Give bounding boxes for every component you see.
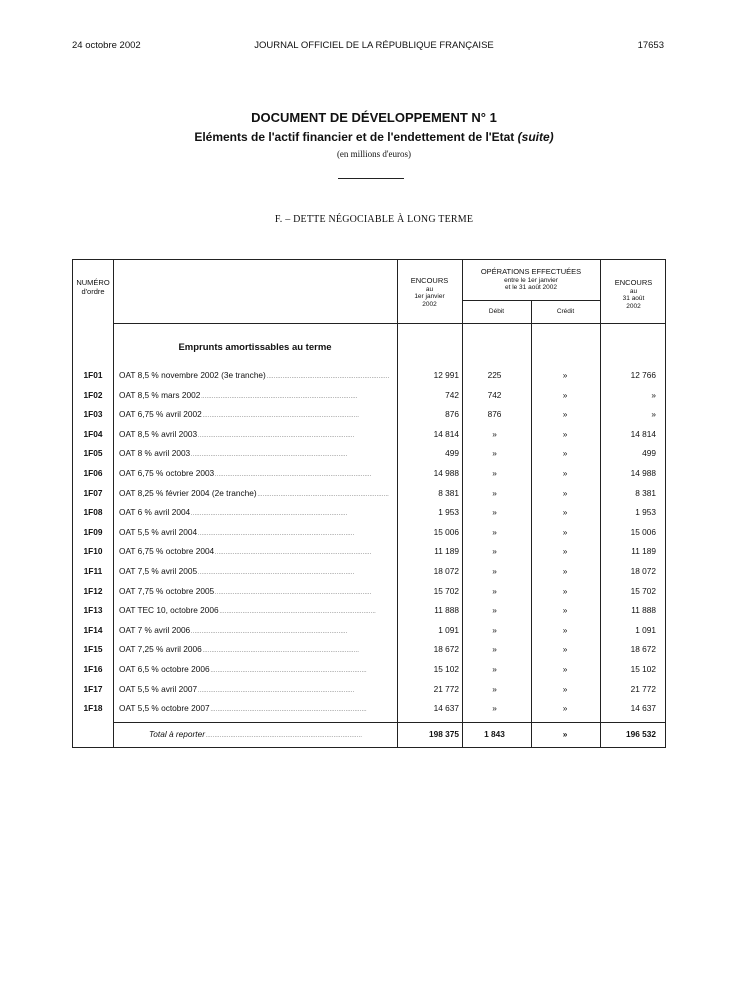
- row-label: OAT 8,5 % novembre 2002 (3e tranche) . . .: [119, 368, 389, 384]
- row-debit: »: [492, 566, 497, 576]
- row-credit: »: [562, 605, 568, 616]
- col-operations-l2: entre le 1er janvier: [504, 276, 558, 284]
- row-code: 1F11: [83, 566, 103, 576]
- subtitle-suffix: (suite): [517, 130, 554, 144]
- row-label: OAT 8,25 % février 2004 (2e tranche) . . .: [119, 486, 389, 502]
- row-encours-end: 15 006: [630, 526, 656, 537]
- row-encours-start: 14 814: [433, 428, 459, 439]
- total-rule: [113, 722, 665, 723]
- row-code: 1F10: [83, 546, 103, 557]
- row-encours-end: 21 772: [630, 683, 656, 694]
- total-credit: »: [562, 729, 568, 739]
- row-code: 1F09: [83, 526, 103, 537]
- row-credit: »: [562, 546, 568, 557]
- col-encours-start-l2: au: [425, 285, 434, 293]
- row-debit: 876: [487, 409, 502, 420]
- table-row: [73, 446, 667, 460]
- row-encours-end: 15 102: [630, 664, 656, 674]
- row-encours-start: 15 702: [433, 585, 459, 596]
- row-label: OAT 5,5 % octobre 2007 . . .: [119, 701, 389, 717]
- row-code: 1F14: [83, 624, 103, 635]
- separator-rule: [338, 178, 404, 179]
- row-credit: »: [562, 448, 568, 459]
- row-credit: »: [562, 370, 568, 380]
- row-credit: »: [562, 703, 568, 714]
- row-label: OAT TEC 10, octobre 2006 . . .: [119, 603, 389, 619]
- row-encours-start: 15 102: [433, 664, 459, 674]
- col-encours-start-header: [397, 277, 462, 308]
- table-row: [73, 466, 667, 480]
- debt-table: [72, 259, 666, 748]
- row-debit: »: [492, 703, 497, 714]
- col-encours-start-l1: ENCOURS: [410, 276, 449, 285]
- row-encours-start: 876: [445, 409, 459, 420]
- row-encours-start: 11 888: [434, 605, 459, 616]
- row-debit: 742: [487, 389, 502, 400]
- row-encours-start: 14 637: [433, 703, 459, 714]
- col-numero-l1: NUMÉRO: [76, 278, 110, 287]
- col-credit-header: Crédit: [556, 308, 575, 315]
- document-subtitle: [0, 130, 748, 144]
- total-encours-end: 196 532: [626, 729, 656, 739]
- row-encours-start: 12 991: [433, 370, 459, 380]
- row-debit: »: [492, 624, 497, 635]
- row-encours-end: 11 189: [631, 546, 656, 557]
- table-row: [73, 368, 667, 382]
- row-encours-start: 8 381: [438, 487, 459, 498]
- row-debit: »: [492, 526, 497, 537]
- table-row: [73, 603, 667, 617]
- row-encours-start: 499: [445, 448, 459, 459]
- row-encours-end: 12 766: [630, 370, 656, 380]
- row-code: 1F13: [83, 605, 103, 616]
- row-encours-end: 1 091: [635, 624, 656, 635]
- row-label: OAT 5,5 % avril 2004 . . .: [119, 525, 389, 541]
- col-debit-header: Débit: [488, 308, 505, 315]
- col-numero-header: [73, 279, 113, 296]
- row-code: 1F04: [83, 428, 103, 439]
- header-journal-title: JOURNAL OFFICIEL DE LA RÉPUBLIQUE FRANÇAISE: [254, 40, 494, 51]
- table-row: [73, 662, 667, 676]
- row-encours-end: 14 814: [630, 428, 656, 439]
- col-encours-start-l4: 2002: [422, 300, 437, 308]
- row-credit: »: [562, 428, 568, 439]
- row-code: 1F17: [83, 683, 103, 694]
- row-credit: »: [562, 507, 568, 518]
- document-title: DOCUMENT DE DÉVELOPPEMENT N° 1: [251, 110, 497, 125]
- row-label: OAT 6 % avril 2004 . . .: [119, 505, 389, 521]
- section-title: F. – DETTE NÉGOCIABLE À LONG TERME: [274, 214, 474, 225]
- row-code: 1F07: [83, 487, 103, 498]
- row-encours-end: 18 672: [630, 644, 656, 655]
- row-label: OAT 6,75 % avril 2002 . . .: [119, 407, 389, 423]
- unit-note: (en millions d'euros): [336, 149, 412, 159]
- header-bottom-rule: [113, 323, 665, 324]
- row-credit: »: [562, 389, 568, 400]
- row-code: 1F06: [83, 468, 103, 478]
- row-encours-end: 11 888: [631, 605, 656, 616]
- row-label: OAT 7,75 % octobre 2005 . . .: [119, 584, 389, 600]
- table-row: [73, 407, 667, 421]
- row-label: OAT 8 % avril 2003 . . .: [119, 446, 389, 462]
- header-date: 24 octobre 2002: [72, 40, 141, 51]
- subtitle-text: Eléments de l'actif financier et de l'endettement de l'Etat: [194, 130, 515, 144]
- row-debit: »: [492, 546, 497, 557]
- row-label: OAT 8,5 % avril 2003 . . .: [119, 427, 389, 443]
- col-encours-end-l2: au: [629, 287, 638, 295]
- row-credit: »: [562, 664, 568, 674]
- col-encours-end-l1: ENCOURS: [614, 278, 653, 287]
- row-code: 1F15: [83, 644, 103, 655]
- table-row: [73, 427, 667, 441]
- total-debit: 1 843: [484, 729, 505, 739]
- row-credit: »: [562, 624, 568, 635]
- row-debit: 225: [487, 370, 502, 380]
- row-encours-start: 18 072: [433, 566, 459, 576]
- row-credit: »: [562, 644, 568, 655]
- col-operations-l3: et le 31 août 2002: [504, 284, 558, 291]
- row-label: OAT 6,5 % octobre 2006 . . .: [119, 662, 389, 678]
- row-encours-end: 15 702: [630, 585, 656, 596]
- row-debit: »: [492, 664, 497, 674]
- col-operations-header: [462, 268, 600, 292]
- row-debit: »: [492, 448, 497, 459]
- row-debit: »: [492, 644, 497, 655]
- row-code: 1F03: [83, 409, 103, 420]
- row-credit: »: [562, 409, 568, 420]
- row-debit: »: [492, 605, 497, 616]
- row-encours-start: 1 091: [438, 624, 459, 635]
- row-encours-end: 14 637: [630, 703, 656, 714]
- row-encours-start: 1 953: [438, 507, 459, 518]
- total-row: [73, 727, 667, 741]
- col-operations-l1: OPÉRATIONS EFFECTUÉES: [480, 267, 582, 276]
- total-label: Total à reporter . . .: [149, 727, 419, 743]
- row-encours-end: 8 381: [635, 487, 656, 498]
- row-debit: »: [492, 428, 497, 439]
- row-code: 1F08: [83, 507, 103, 518]
- table-row: [73, 642, 667, 656]
- row-credit: »: [562, 566, 568, 576]
- row-debit: »: [492, 683, 497, 694]
- total-encours-start: 198 375: [429, 729, 459, 739]
- row-code: 1F12: [83, 585, 103, 596]
- table-row: [73, 701, 667, 715]
- row-encours-end: 499: [642, 448, 656, 459]
- row-encours-end: 14 988: [630, 468, 656, 478]
- table-row: [73, 525, 667, 539]
- row-debit: »: [492, 507, 497, 518]
- table-row: [73, 486, 667, 500]
- row-encours-end: »: [651, 389, 656, 400]
- row-debit: »: [492, 487, 497, 498]
- col-numero-l2: d'ordre: [81, 286, 105, 296]
- col-encours-end-header: [600, 279, 667, 310]
- row-label: OAT 7 % avril 2006 . . .: [119, 623, 389, 639]
- row-label: OAT 5,5 % avril 2007 . . .: [119, 682, 389, 698]
- operations-sub-rule: [462, 300, 600, 301]
- row-label: OAT 7,5 % avril 2005 . . .: [119, 564, 389, 580]
- table-row: [73, 564, 667, 578]
- row-encours-start: 742: [445, 389, 459, 400]
- row-encours-start: 21 772: [433, 683, 459, 694]
- col-encours-end-l4: 2002: [626, 302, 641, 310]
- row-encours-end: »: [651, 409, 656, 420]
- table-row: [73, 505, 667, 519]
- row-debit: »: [492, 585, 497, 596]
- row-credit: »: [562, 683, 568, 694]
- row-label: OAT 8,5 % mars 2002 . . .: [119, 388, 389, 404]
- row-label: OAT 6,75 % octobre 2003 . . .: [119, 466, 389, 482]
- group-title: Emprunts amortissables au terme: [178, 342, 332, 353]
- row-credit: »: [562, 585, 568, 596]
- table-row: [73, 544, 667, 558]
- row-code: 1F02: [83, 389, 103, 400]
- row-encours-end: 18 072: [630, 566, 656, 576]
- row-credit: »: [562, 487, 568, 498]
- row-code: 1F16: [83, 664, 103, 674]
- row-encours-end: 1 953: [635, 507, 656, 518]
- col-encours-start-l3: 1er janvier: [414, 293, 445, 300]
- row-code: 1F05: [83, 448, 103, 459]
- row-encours-start: 18 672: [433, 644, 459, 655]
- row-debit: »: [492, 468, 497, 478]
- header-page-number: 17653: [637, 40, 664, 51]
- row-credit: »: [562, 526, 568, 537]
- col-encours-end-l3: 31 août: [622, 295, 645, 302]
- row-encours-start: 11 189: [434, 546, 459, 557]
- table-row: [73, 388, 667, 402]
- row-label: OAT 6,75 % octobre 2004 . . .: [119, 544, 389, 560]
- row-label: OAT 7,25 % avril 2006 . . .: [119, 642, 389, 658]
- row-encours-start: 14 988: [433, 468, 459, 478]
- table-row: [73, 682, 667, 696]
- table-row: [73, 584, 667, 598]
- table-row: [73, 623, 667, 637]
- row-credit: »: [562, 468, 568, 478]
- row-code: 1F18: [83, 703, 103, 714]
- row-code: 1F01: [83, 370, 103, 380]
- row-encours-start: 15 006: [433, 526, 459, 537]
